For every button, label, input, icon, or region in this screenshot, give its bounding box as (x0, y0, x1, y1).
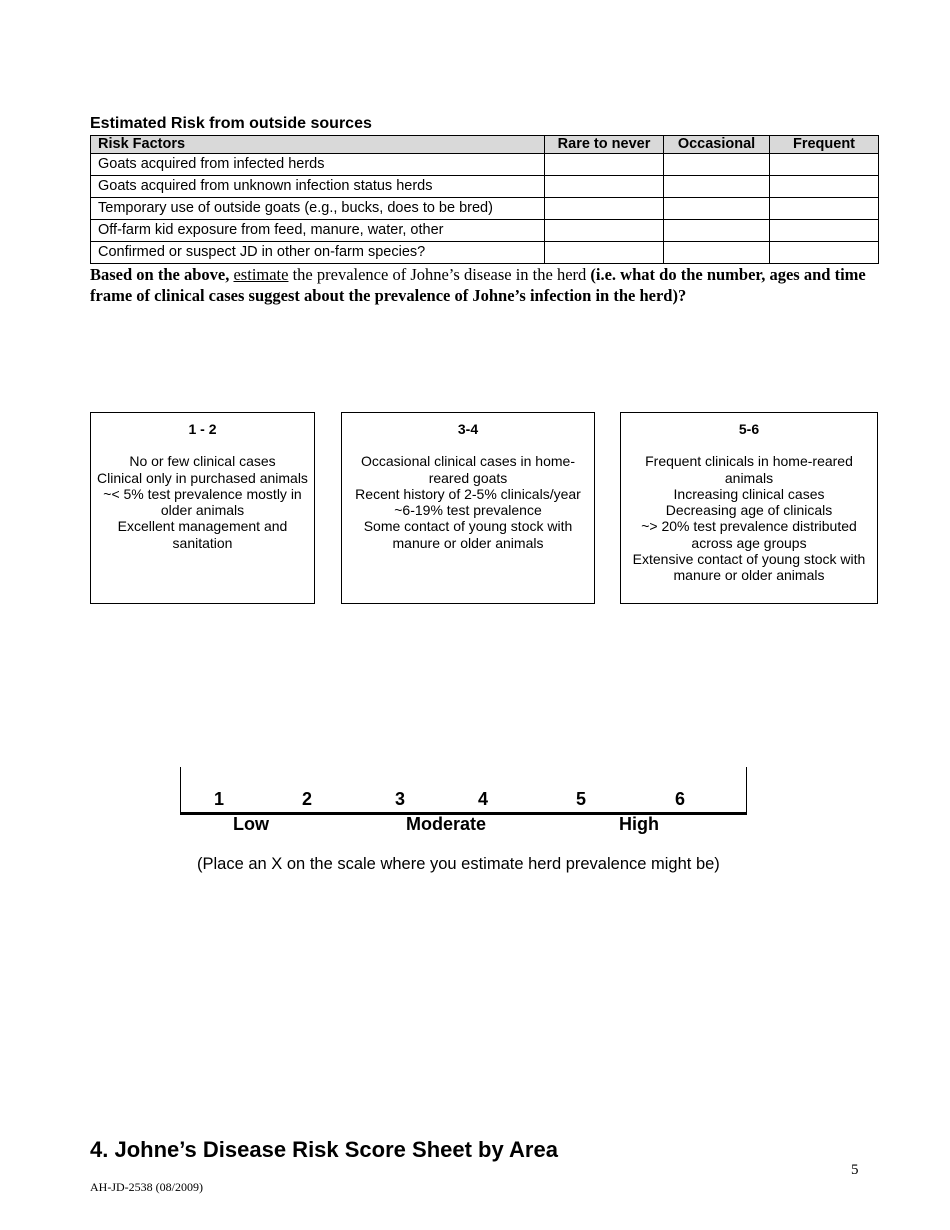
box-line: Frequent clinicals in home-reared (645, 453, 853, 470)
box-line: animals (724, 469, 774, 486)
frequent-cell[interactable] (770, 176, 879, 198)
box-line: Extensive contact of young stock with (632, 551, 866, 568)
estimate-plain-text: the prevalence of Johne’s disease in the herd (288, 265, 591, 284)
scale-number-6: 6 (675, 789, 686, 809)
box-line: older animals (160, 502, 245, 519)
occasional-cell[interactable] (664, 198, 770, 220)
risk-factor-cell: Off-farm kid exposure from feed, manure, water, other (91, 220, 545, 242)
scale-label-low: Low (233, 814, 269, 834)
risk-factor-cell: Goats acquired from infected herds (91, 154, 545, 176)
scale-label-moderate: Moderate (406, 814, 487, 834)
rare-to-never-cell[interactable] (545, 220, 664, 242)
frequent-cell[interactable] (770, 220, 879, 242)
risk-factor-cell: Goats acquired from unknown infection status herds (91, 176, 545, 198)
high-risk-heading: 5-6 (738, 421, 760, 437)
table-row (91, 242, 879, 264)
header-frequent: Frequent (770, 136, 879, 154)
box-line: Increasing clinical cases (673, 485, 825, 502)
occasional-cell[interactable] (664, 176, 770, 198)
section-heading: 4. Johne’s Disease Risk Score Sheet by Area (90, 1137, 558, 1162)
box-line: manure or older animals (673, 567, 825, 584)
box-line: ~< 5% test prevalence mostly in (103, 485, 302, 502)
scale-left-tick (180, 767, 181, 814)
scale-number-4: 4 (478, 789, 489, 809)
scale-number-5: 5 (576, 789, 587, 809)
rare-to-never-cell[interactable] (545, 176, 664, 198)
box-line: across age groups (691, 534, 807, 551)
scale-number-1: 1 (214, 789, 225, 809)
box-line: reared goats (428, 469, 508, 486)
estimate-underlined-word: estimate (233, 265, 289, 284)
estimate-prompt (90, 264, 890, 306)
box-line: ~> 20% test prevalence distributed (641, 518, 857, 535)
risk-factor-cell: Confirmed or suspect JD in other on-farm species? (91, 242, 545, 264)
low-risk-box (90, 412, 315, 604)
moderate-risk-heading: 3-4 (457, 421, 479, 437)
risk-factor-cell: Temporary use of outside goats (e.g., bucks, does to be bred) (91, 198, 545, 220)
risk-factors-table (90, 135, 879, 264)
box-line: Excellent management and (117, 518, 288, 535)
scale-number-3: 3 (395, 789, 406, 809)
prevalence-scale[interactable] (180, 767, 747, 815)
frequent-cell[interactable] (770, 154, 879, 176)
rare-to-never-cell[interactable] (545, 154, 664, 176)
frequent-cell[interactable] (770, 242, 879, 264)
box-line: ~6-19% test prevalence (394, 502, 542, 519)
scale-number-2: 2 (302, 789, 313, 809)
box-line: sanitation (172, 534, 233, 551)
high-risk-box (620, 412, 878, 604)
occasional-cell[interactable] (664, 242, 770, 264)
table-row (91, 154, 879, 176)
table-row (91, 220, 879, 242)
rare-to-never-cell[interactable] (545, 198, 664, 220)
box-line: Some contact of young stock with (363, 518, 573, 535)
table-row (91, 198, 879, 220)
header-occasional: Occasional (664, 136, 770, 154)
occasional-cell[interactable] (664, 220, 770, 242)
scale-instruction: (Place an X on the scale where you estimate herd prevalence might be) (197, 855, 720, 873)
estimate-question: (i.e. what do the number, ages and time frame of clinical cases suggest about the prevalence of Johne’s infection in the herd)? (90, 265, 866, 305)
table-header-row (91, 136, 879, 154)
header-risk-factors: Risk Factors (91, 136, 545, 154)
rare-to-never-cell[interactable] (545, 242, 664, 264)
form-code: AH-JD-2538 (08/2009) (90, 1180, 203, 1194)
page-number: 5 (851, 1162, 859, 1178)
risk-section-title: Estimated Risk from outside sources (90, 115, 372, 132)
occasional-cell[interactable] (664, 154, 770, 176)
box-line: Clinical only in purchased animals (97, 469, 308, 486)
frequent-cell[interactable] (770, 198, 879, 220)
estimate-lead: Based on the above, (90, 265, 230, 284)
header-rare-to-never: Rare to never (545, 136, 664, 154)
low-risk-heading: 1 - 2 (188, 421, 217, 437)
box-line: manure or older animals (392, 534, 544, 551)
scale-label-high: High (619, 814, 659, 834)
table-row (91, 176, 879, 198)
box-line: Decreasing age of clinicals (665, 502, 833, 519)
scale-right-tick (746, 767, 747, 814)
box-line: Occasional clinical cases in home- (361, 453, 575, 470)
moderate-risk-box (341, 412, 595, 604)
box-line: No or few clinical cases (129, 453, 276, 470)
box-line: Recent history of 2-5% clinicals/year (355, 485, 581, 502)
